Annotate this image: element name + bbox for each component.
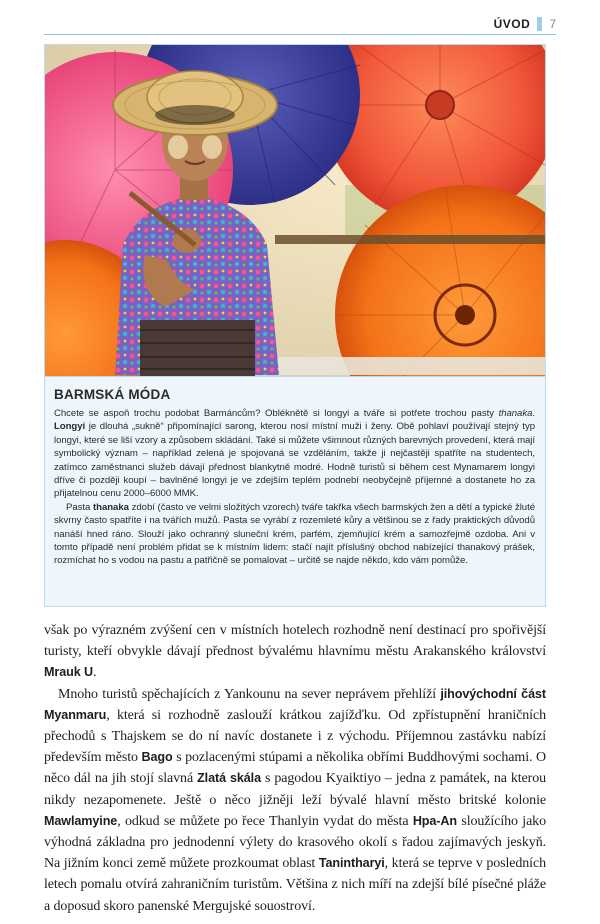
place-southeast-myanmar: jihovýchodní část Myanmaru <box>44 686 546 722</box>
text-run: je dlouhá „sukně“ připomínající sarong, kterou nosí místní muži i ženy. Obě pohlaví používají stejný typ longyi, které se liší vzory a způsobem skládání. Také si můžete všimnout různých barevných provedení, která mají symbolický význam – například zelená je spojovaná se vzděláním, takže ji nejčastěji spatříte na studentech, zatímco zaměstnanci služeb dávají přednost blankytně modré. Hodně turistů si během cest Mynamarem longyi dříve či později koupí – bavlněné longyi je ve zdejším teplém podnebí neobyčejně příjemné a dostanete ho za přijatelnou cenu 2000–6000 MMK. <box>54 421 535 500</box>
sidebar-paragraph-longyi <box>54 407 535 501</box>
term-longyi: Longyi <box>54 421 86 433</box>
text-run: , která si rozhodně zaslouží krátkou zajížďku. Od zpřístupnění hraničních přechodů s Thajskem se do ní navíc dostanete i z východu. Příjemnou zastávku nabízí především město <box>44 707 546 766</box>
text-run: , která se teprve v posledních letech pomalu otvírá zahraničním turistům. Většina z nich míří na zdejší bílé písečné pláže a doposud skoro panenské Mergujské souostroví. <box>44 856 546 914</box>
text-run: s pozlacenými stúpami a několika obřími Buddhovými sochami. O něco dál na jih stojí slavná <box>44 750 546 787</box>
text-run: s pagodou Kyaiktiyo – jedna z památek, na kterou nikdy nezapomenete. Ještě o něco jižněji leží bývalé hlavní město britské kolonie <box>44 771 547 808</box>
body-paragraph-2 <box>44 684 546 917</box>
sidebar-paragraph-thanaka <box>54 501 535 568</box>
text-run: sloužícího jako výhodná základna pro jednodenní výlety do krasového okolí s řadou zajímavých jeskyň. Na jižním konci země můžete prozkoumat oblast <box>44 813 546 872</box>
text-run: však po výrazném zvýšení cen v místních hotelech rozhodně není destinací pro spořivější turisty, kteří obvykle dávají přednost bývalému hlavnímu městu Arakanského království <box>44 623 546 660</box>
section-name: ÚVOD <box>493 17 531 31</box>
running-header <box>494 16 556 32</box>
header-rule <box>44 34 556 35</box>
section-tab-marker <box>537 17 542 31</box>
text-run: . <box>93 665 97 681</box>
sidebar-box <box>44 376 546 607</box>
place-mrauk-u: Mrauk U <box>44 665 93 680</box>
place-hpa-an: Hpa-An <box>412 813 457 828</box>
sidebar-title: BARMSKÁ MÓDA <box>54 387 171 402</box>
term-thanaka: thanaka <box>498 408 533 419</box>
text-run: Pasta <box>66 501 93 513</box>
page-number: 7 <box>549 17 556 31</box>
woman-with-parasols-photo <box>44 44 546 376</box>
text-run: Mnoho turistů spěchajících z Yankounu na sever neprávem přehlíží <box>58 686 441 702</box>
place-mawlamyine: Mawlamyine <box>44 813 118 828</box>
text-run: Chcete se aspoň trochu podobat Barmáncům? Obléknětě si longyi a tváře si potřete trochou pasty <box>54 408 499 419</box>
main-text <box>44 620 546 917</box>
body-paragraph-1 <box>44 620 546 684</box>
place-golden-rock: Zlatá skála <box>197 771 261 786</box>
place-tanintharyi: Tanintharyi <box>318 856 385 871</box>
text-run: . <box>532 408 535 419</box>
text-run: , odkud se můžete po řece Thanlyin vydat do města <box>117 813 413 829</box>
place-bago: Bago <box>141 750 173 765</box>
text-run: zdobí (často ve velmi složitých vzorech) tváře takřka všech barmských žen a dětí a typické žluté skvrny často spatříte i na tvářích mužů. Pasta se vyrábí z rozemleté kůry a většinou se z řady praktických důvodů nanáší hned ráno. Slouží jako ochranný sluneční krém, parfém, zjemňující krém a samozřejmě ozdoba. Ani v tomto případě není problém přidat se k místním lidem: stačí najít příslušný obchod nabízející thanakový prášek, rozmíchat ho s vodou na pastu a patřičně se pomalovat – určitě se najde někdo, kdo vám pomůže. <box>54 501 535 567</box>
term-thanaka-bold: thanaka <box>93 501 129 513</box>
